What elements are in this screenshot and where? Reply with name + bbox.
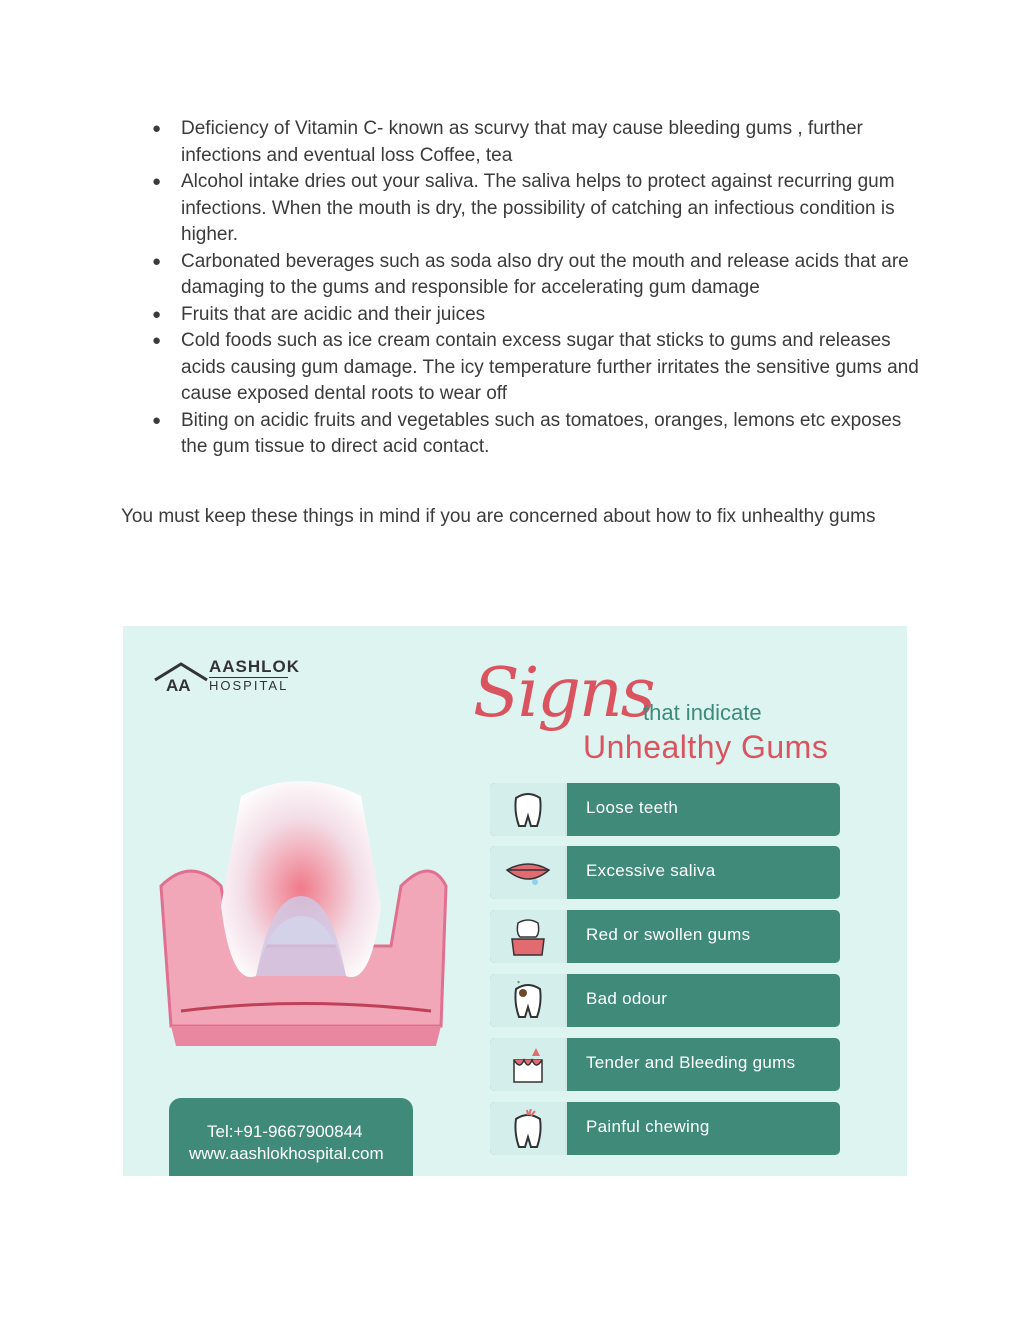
sign-label: Bad odour <box>586 989 668 1008</box>
sign-label: Loose teeth <box>586 798 679 817</box>
phone-number: Tel:+91-9667900844 <box>207 1122 363 1141</box>
list-item <box>490 783 840 836</box>
sign-label: Tender and Bleeding gums <box>586 1053 796 1072</box>
list-item <box>490 910 840 963</box>
sign-label: Excessive saliva <box>586 861 716 880</box>
list-item <box>490 846 840 899</box>
list-item: ● Fruits that are acidic and their juices <box>152 303 486 325</box>
logo-title: AASHLOK <box>209 657 301 676</box>
infographic-poster <box>123 626 907 1176</box>
list-item: ● Biting on acidic fruits and vegetables such as tomatoes, oranges, lemons etc exposes the gum tissue to direct acid contact. <box>152 409 902 457</box>
bullet-list <box>150 116 920 461</box>
contact-box <box>169 1098 413 1176</box>
sign-label: Red or swollen gums <box>586 925 751 944</box>
sign-label: Painful chewing <box>586 1117 710 1136</box>
tooth-icon <box>511 790 545 830</box>
logo-mark: AA <box>166 676 191 695</box>
logo-subtitle: HOSPITAL <box>209 678 289 693</box>
bleeding-gum-icon <box>510 1046 546 1084</box>
signs-script-title: Signs <box>473 654 654 733</box>
painful-tooth-icon <box>511 1109 545 1149</box>
body-paragraph: You must keep these things in mind if you are concerned about how to fix unhealthy gums <box>121 506 876 527</box>
swollen-gum-icon <box>508 917 548 957</box>
list-item <box>490 1102 840 1155</box>
headline: Unhealthy Gums <box>583 729 829 765</box>
gum-tooth-illustration-icon <box>151 776 451 1056</box>
lips-icon <box>505 858 551 888</box>
list-item: ● Alcohol intake dries out your saliva. The saliva helps to protect against recurring gum infections. When the mouth is dry, the possibility of catching an infectious condition is higher. <box>152 171 895 245</box>
website-url: www.aashlokhospital.com <box>189 1144 384 1163</box>
that-indicate-text: that indicate <box>643 700 762 725</box>
list-item: ● Carbonated beverages such as soda also dry out the mouth and release acids that are damaging to the gums and responsible for accelerating gum damage <box>152 250 909 298</box>
list-item: ● Cold foods such as ice cream contain excess sugar that sticks to gums and releases acids causing gum damage. The icy temperature further irritates the sensitive gums and cause exposed dental roots to wear off <box>152 330 919 404</box>
list-item: ● Deficiency of Vitamin C- known as scurvy that may cause bleeding gums , further infections and eventual loss Coffee, tea <box>152 118 863 166</box>
odour-tooth-icon <box>511 981 545 1021</box>
list-item <box>490 1038 840 1091</box>
list-item <box>490 974 840 1027</box>
